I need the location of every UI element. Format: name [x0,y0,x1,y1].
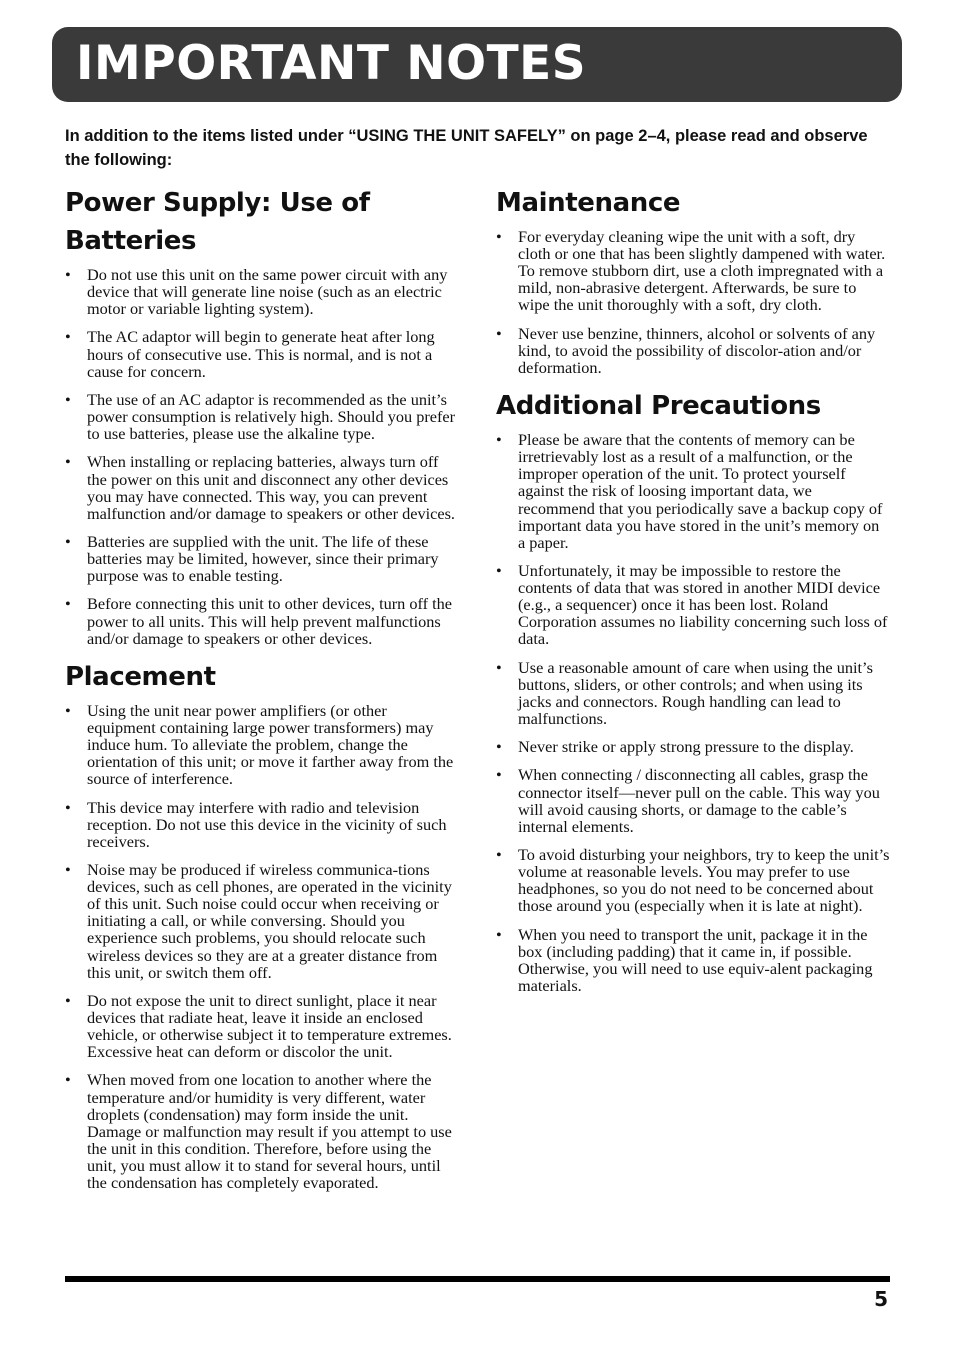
list-item [496,325,890,376]
list-item [496,738,890,755]
list-item-text: This device may interfere with radio and television reception. Do not use this device in the vicinity of such receivers. [87,797,447,851]
list-item [496,846,890,914]
bullet-icon: • [496,560,502,580]
bullet-icon: • [496,657,502,677]
section-heading: Placement [65,661,216,692]
list-item-text: Using the unit near power amplifiers (or other equipment containing large power transformers) may induce hum. To alleviate the problem, change the orientation of this unit; or move it farther away from the source of interference. [87,700,454,789]
list-item [496,228,890,313]
bullet-list [496,431,890,994]
list-item-text: Batteries are supplied with the unit. The life of these batteries may be limited, however, since their primary purpose was to enable testing. [87,531,439,586]
list-item [65,595,457,646]
footer-rule [65,1276,890,1282]
list-item-text: When installing or replacing batteries, always turn off the power on this unit and disconnect any other devices you may have connected. This way, you can prevent malfunction and/or damage to speakers or other devices. [87,452,456,523]
bullet-icon: • [65,594,71,614]
bullet-icon: • [496,227,502,246]
left-column [65,184,457,1202]
bullet-icon: • [65,990,71,1010]
bullet-icon: • [65,797,71,817]
list-item [496,766,890,834]
bullet-icon: • [496,924,502,944]
section-additional-precautions [496,387,890,994]
list-item-text: To avoid disturbing your neighbors, try to keep the unit’s volume at reasonable levels. You may prefer to use headphones, so you do not need to be concerned about those around you (especially when it is late at night). [518,845,890,916]
section-heading: Maintenance [496,188,681,218]
section-maintenance [496,184,890,376]
list-item-text: Use a reasonable amount of care when using the unit’s buttons, sliders, or other controls; and when using its jacks and connectors. Rough handling can lead to malfunctions. [518,657,873,728]
list-item-text: Do not expose the unit to direct sunlight, place it near devices that radiate heat, leave it inside an enclosed vehicle, or otherwise subject it to temperature extremes. Excessive heat can deform or discolor the unit. [87,990,452,1062]
list-item-text: When connecting / disconnecting all cables, grasp the connector itself—never pull on the cable. This way you will avoid causing shorts, or damage to the cable’s internal elements. [518,765,880,836]
bullet-icon: • [65,1070,71,1090]
bullet-list [496,228,890,376]
list-item-text: Please be aware that the contents of memory can be irretrievably lost as a result of a malfunction, or the improper operation of the unit. To protect yourself against the risk of loosing important data, we recommend that you periodically save a backup copy of important data you have stored in the unit’s memory on a paper. [518,430,883,552]
title-banner [52,27,902,102]
list-item [65,266,457,317]
list-item-text: Never strike or apply strong pressure to the display. [518,737,854,757]
bullet-icon: • [496,765,502,785]
list-item [65,799,457,850]
list-item-text: The AC adaptor will begin to generate heat after long hours of consecutive use. This is normal, and is not a cause for concern. [87,327,435,381]
list-item-text: Before connecting this unit to other devices, turn off the power to all units. This will help prevent malfunctions and/or damage to speakers or other devices. [87,594,453,648]
list-item [65,1071,457,1191]
section-placement [65,658,457,1191]
bullet-icon: • [65,860,71,880]
intro-text: In addition to the items listed under “USING THE UNIT SAFELY” on page 2–4, please read and observe the following: [65,127,868,169]
list-item [496,659,890,727]
list-item [496,926,890,994]
list-item [496,431,890,551]
bullet-list [65,266,457,647]
section-heading: Additional Precautions [496,391,821,422]
page-number: 5 [874,1287,888,1311]
list-item [65,533,457,584]
list-item-text: Unfortunately, it may be impossible to restore the contents of data that was stored in another MIDI device (e.g., a sequencer) once it has been lost. Roland Corporation assumes no liability concerning such loss of data. [518,560,888,649]
bullet-icon: • [496,737,502,757]
bullet-icon: • [65,452,71,472]
bullet-icon: • [65,327,71,347]
bullet-icon: • [65,389,71,409]
page-title: IMPORTANT NOTES [76,36,587,91]
list-item-text: Never use benzine, thinners, alcohol or solvents of any kind, to avoid the possibility of discolor-ation and/or deformation. [518,323,876,377]
list-item-text: Noise may be produced if wireless communica-tions devices, such as cell phones, are operated in the vicinity of this unit. Such noise could occur when receiving or initiating a call, or while conversing. Should you experience such problems, you should relocate such wireless devices so they are at a greater distance from this unit, or switch them off. [87,860,452,982]
bullet-icon: • [65,700,71,720]
list-item [65,453,457,521]
list-item [496,562,890,647]
bullet-icon: • [65,531,71,551]
bullet-list [65,702,457,1191]
list-item-text: When moved from one location to another where the temperature and/or humidity is very different, water droplets (condensation) may form inside the unit. Damage or malfunction may result if you attempt to use the unit in this condition. Therefore, before using the unit, you must allow it to stand for several hours, until the condensation has completely evaporated. [87,1070,452,1192]
bullet-icon: • [496,430,502,450]
bullet-icon: • [496,323,502,343]
list-item-text: When you need to transport the unit, package it in the box (including padding) that it came in, if possible. Otherwise, you will need to use equiv-alent packaging materials. [518,924,873,995]
section-power-supply [65,184,457,647]
right-column [496,184,890,1005]
list-item [65,992,457,1060]
list-item [65,702,457,787]
bullet-icon: • [496,845,502,865]
bullet-icon: • [65,265,71,284]
list-item [65,861,457,981]
list-item [65,328,457,379]
section-heading: Power Supply: Use of Batteries [65,188,370,256]
list-item [65,391,457,442]
list-item-text: For everyday cleaning wipe the unit with a soft, dry cloth or one that has been slightly dampened with water. To remove stubborn dirt, use a cloth impregnated with a mild, non-abrasive detergent. Afterwards, be sure to wipe the unit thoroughly with a soft, dry cloth. [518,227,886,315]
list-item-text: Do not use this unit on the same power circuit with any device that will generate line noise (such as an electric motor or variable lighting system). [87,265,448,319]
list-item-text: The use of an AC adaptor is recommended as the unit’s power consumption is relatively high. Should you prefer to use batteries, please use the alkaline type. [87,389,456,444]
